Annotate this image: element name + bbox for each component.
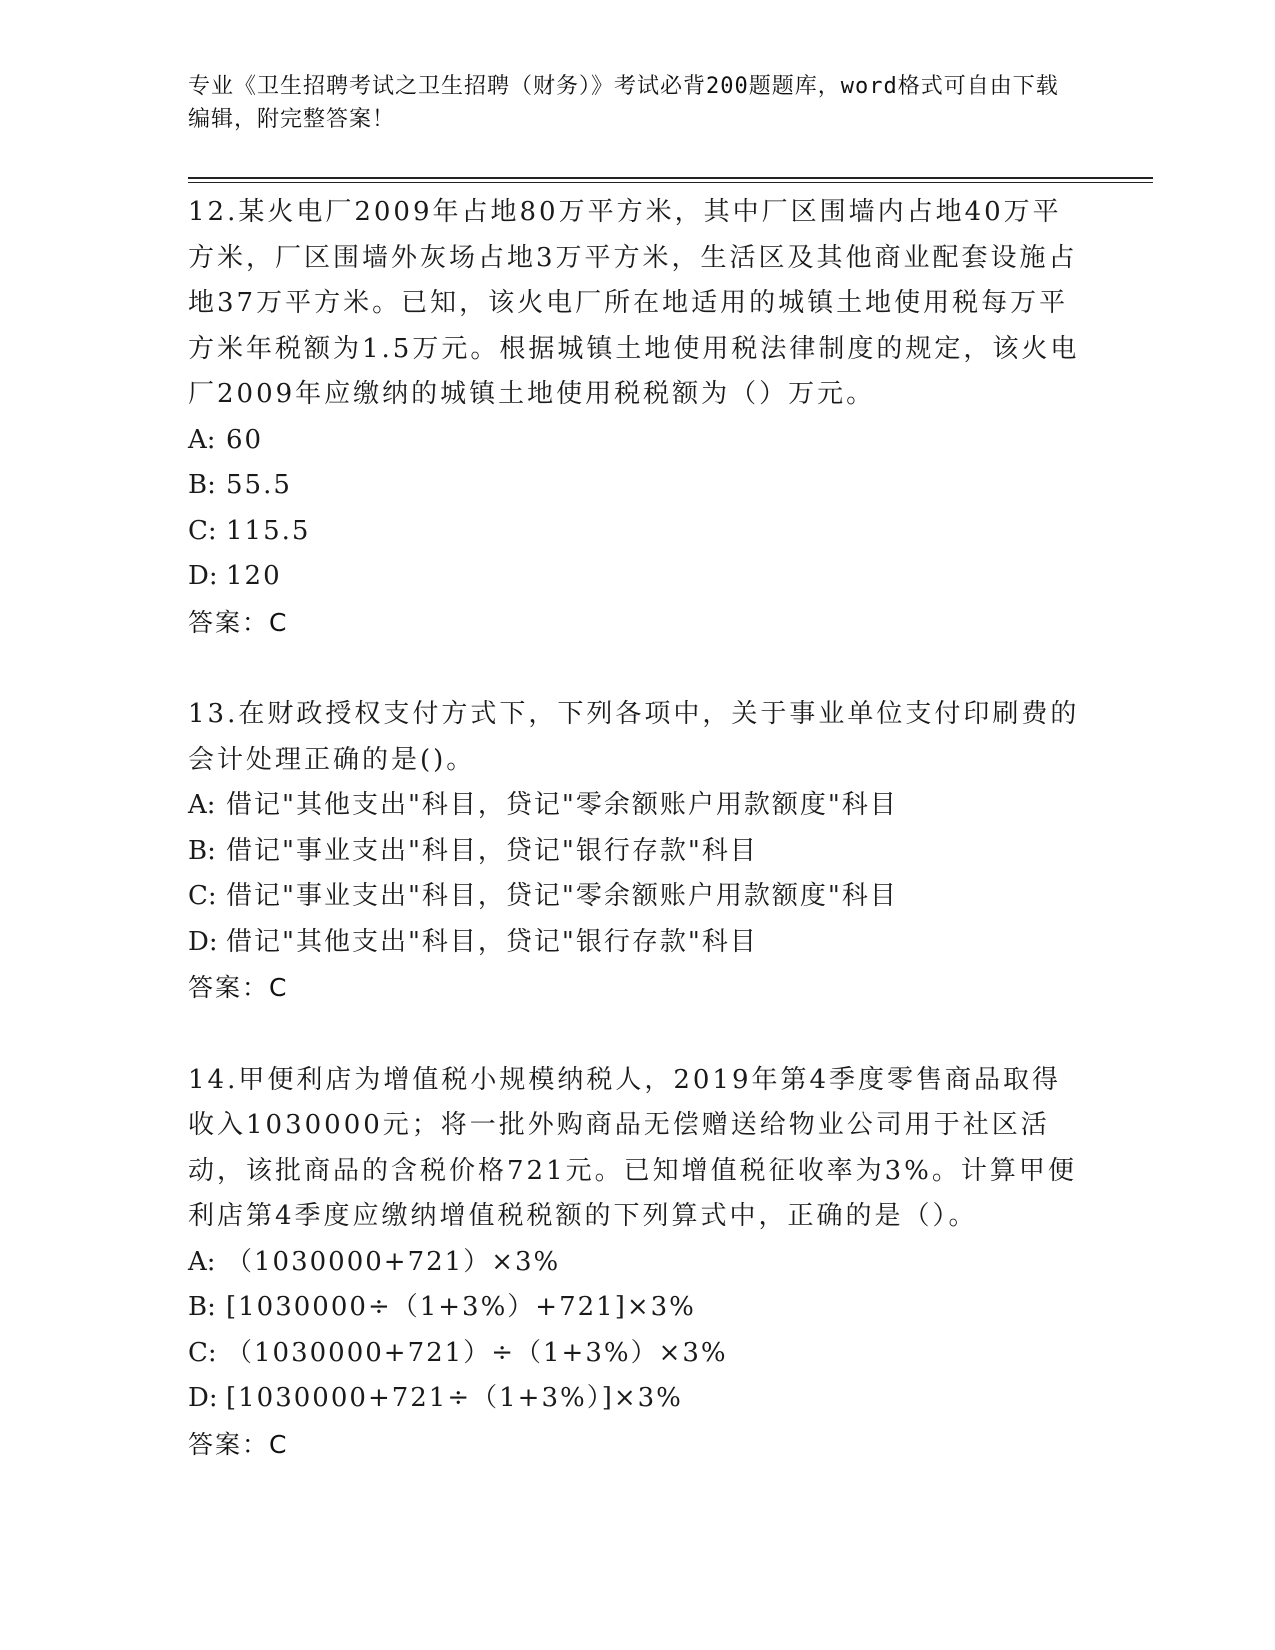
question-stem: 14.甲便利店为增值税小规模纳税人，2019年第4季度零售商品取得收入1030000元；将一批外购商品无偿赠送给物业公司用于社区活动，该批商品的含税价格721元。已知增值税征收率为3%。计算甲便利店第4季度应缴纳增值税税额的下列算式中，正确的是（）。 [188,1064,1077,1231]
question-14 [188,1058,1088,1468]
option-b: B: [1030000÷（1+3%）+721]×3% [188,1292,696,1322]
question-spacer [188,1011,1088,1058]
option-b: B: 借记"事业支出"科目，贷记"银行存款"科目 [188,835,758,866]
question-12 [188,190,1088,645]
answer-line: 答案：C [188,973,289,1002]
answer-line: 答案：C [188,607,289,637]
option-a: A: 60 [188,424,264,455]
header-divider-thick [188,177,1153,179]
answer-line: 答案：C [188,1429,289,1459]
document-header: 专业《卫生招聘考试之卫生招聘（财务）》考试必背200题题库，word格式可自由下载编辑，附完整答案！ [188,74,1059,132]
option-d: D: [1030000+721÷（1+3%）]×3% [188,1383,683,1413]
question-13 [188,692,1088,1011]
option-b: B: 55.5 [188,470,292,500]
option-c: C: （1030000+721）÷（1+3%）×3% [188,1337,728,1368]
header-divider-thin [188,182,1153,183]
option-c: C: 115.5 [188,515,311,546]
option-c: C: 借记"事业支出"科目，贷记"零余额账户用款额度"科目 [188,881,898,911]
option-d: D: 120 [188,561,282,591]
option-d: D: 借记"其他支出"科目，贷记"银行存款"科目 [188,926,758,957]
question-list [188,190,1088,1467]
option-a: A: 借记"其他支出"科目，贷记"零余额账户用款额度"科目 [188,790,898,820]
question-stem: 13.在财政授权支付方式下，下列各项中，关于事业单位支付印刷费的会计处理正确的是()。 [188,699,1080,775]
question-spacer [188,645,1088,692]
option-a: A: （1030000+721）×3% [188,1246,561,1277]
question-stem: 12.某火电厂2009年占地80万平方米，其中厂区围墙内占地40万平方米，厂区围墙外灰场占地3万平方米，生活区及其他商业配套设施占地37万平方米。已知，该火电厂所在地适用的城镇土地使用税每万平方米年税额为1.5万元。根据城镇土地使用税法律制度的规定，该火电厂2009年应缴纳的城镇土地使用税税额为（）万元。 [188,197,1080,409]
